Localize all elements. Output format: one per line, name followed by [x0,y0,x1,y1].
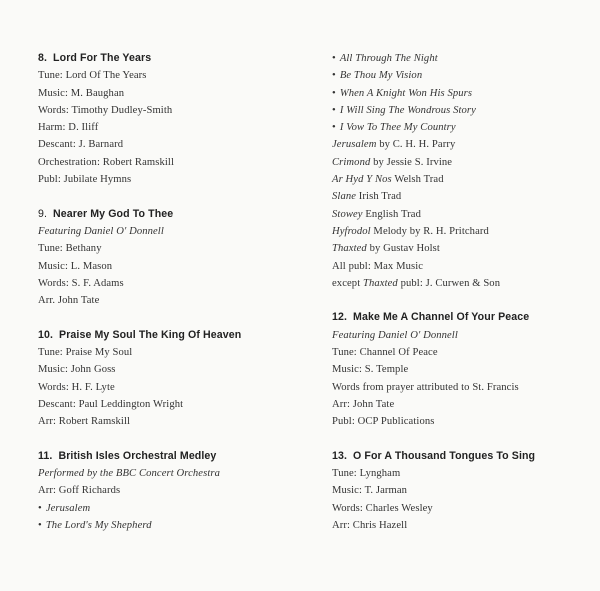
spacer [332,431,582,448]
credit-suffix: publ: J. Curwen & Son [397,277,501,289]
left-track-block [38,327,288,431]
credit-line: Descant: Paul Leddington Wright [38,398,184,410]
tune-credit [332,188,582,205]
track-number: 8. [38,52,48,64]
credit-line: Harm: D. Iliff [38,122,99,134]
track-title [38,50,288,67]
tune-composer: Melody by R. H. Pritchard [370,225,489,237]
track-title [38,327,288,344]
tune-name: Thaxted [363,277,398,289]
tune-credit [332,136,582,153]
credit-line: Publ: OCP Publications [332,416,435,428]
credit-line: Music: T. Jarman [332,485,408,497]
track-title-text: Make Me A Channel Of Your Peace [353,311,530,324]
track-title-text: Nearer My God To Thee [53,207,174,220]
tune-name: Crimond [332,156,371,168]
spacer [38,309,288,326]
track-number: 13. [332,449,348,462]
track-title [332,448,582,465]
credit-line: Words: Charles Wesley [332,502,433,514]
track-title [38,448,288,465]
tune-credit [332,206,582,223]
track-number: 9. [38,207,48,220]
credit-line: Music: M. Baughan [38,87,125,99]
medley-item: • Jerusalem [38,500,288,517]
credit-line: Tune: Channel Of Peace [332,347,438,359]
credit-line: Arr. John Tate [38,295,100,307]
performer-credit: Performed by the BBC Concert Orchestra [38,468,220,480]
credit-line: All publ: Max Music [332,260,424,272]
performer-credit: Featuring Daniel O' Donnell [332,329,458,341]
left-track-block [38,206,288,310]
credit-line: Music: S. Temple [332,364,409,376]
tune-composer: by Gustav Holst [366,243,440,255]
track-title-text: British Isles Orchestral Medley [58,449,217,462]
credit-line: Tune: Lyngham [332,468,401,480]
publisher-credit [332,275,582,292]
tune-name: Jerusalem [332,139,377,151]
credit-line: Tune: Praise My Soul [38,347,133,359]
left-track-block [38,448,288,534]
credit-line: Tune: Lord Of The Years [38,70,147,82]
track-number: 11. [38,449,53,462]
tune-name: Slane [332,191,357,203]
credit-line: Publ: Jubilate Hymns [38,174,132,186]
credit-line: Music: L. Mason [38,260,113,272]
track-title-text: Praise My Soul The King Of Heaven [59,328,242,341]
spacer [332,292,582,309]
tune-credit [332,240,582,257]
credit-line: Arr: Robert Ramskill [38,416,131,428]
track-title-text: Lord For The Years [53,52,152,64]
tune-composer: by C. H. H. Parry [376,139,456,151]
credit-line: Orchestration: Robert Ramskill [38,156,174,168]
medley-item: • When A Knight Won His Spurs [332,85,582,102]
tune-name: Thaxted [332,243,367,255]
tune-credit [332,154,582,171]
credit-line: Words: Timothy Dudley-Smith [38,104,173,116]
credit-line: Arr: Chris Hazell [332,520,408,532]
tune-name: Hyfrodol [332,225,371,237]
credit-line: Arr: Goff Richards [38,485,121,497]
tune-composer: Welsh Trad [391,174,444,186]
track-title-text: O For A Thousand Tongues To Sing [353,449,536,462]
credit-line: Words from prayer attributed to St. Francis [332,381,519,393]
credit-line: Arr: John Tate [332,398,395,410]
performer-credit: Featuring Daniel O' Donnell [38,225,164,237]
tune-name: Ar Hyd Y Nos [332,174,392,186]
left-column [38,50,288,534]
tune-credit [332,223,582,240]
medley-item: • The Lord's My Shepherd [38,517,288,534]
tune-composer: English Trad [362,208,422,220]
track-number: 10. [38,328,54,341]
tune-name: Stowey [332,208,363,220]
spacer [38,188,288,205]
track-title [38,206,288,223]
medley-item: • All Through The Night [332,50,582,67]
medley-item: • I Vow To Thee My Country [332,119,582,136]
credit-line: Tune: Bethany [38,243,102,255]
left-track-block [38,50,288,188]
track-number: 12. [332,311,348,324]
tune-composer: by Jessie S. Irvine [370,156,453,168]
credit-line: Words: S. F. Adams [38,277,124,289]
credit-prefix: except [332,277,363,289]
credit-line: Music: John Goss [38,364,116,376]
right-track-block [332,50,582,292]
right-track-block [332,309,582,430]
medley-item: • I Will Sing The Wondrous Story [332,102,582,119]
right-track-block [332,448,582,534]
tune-composer: Irish Trad [356,191,402,203]
right-column [332,50,582,534]
medley-item: • Be Thou My Vision [332,67,582,84]
credit-line: Descant: J. Barnard [38,139,124,151]
track-title [332,309,582,326]
spacer [38,431,288,448]
tune-credit [332,171,582,188]
credit-line: Words: H. F. Lyte [38,381,115,393]
